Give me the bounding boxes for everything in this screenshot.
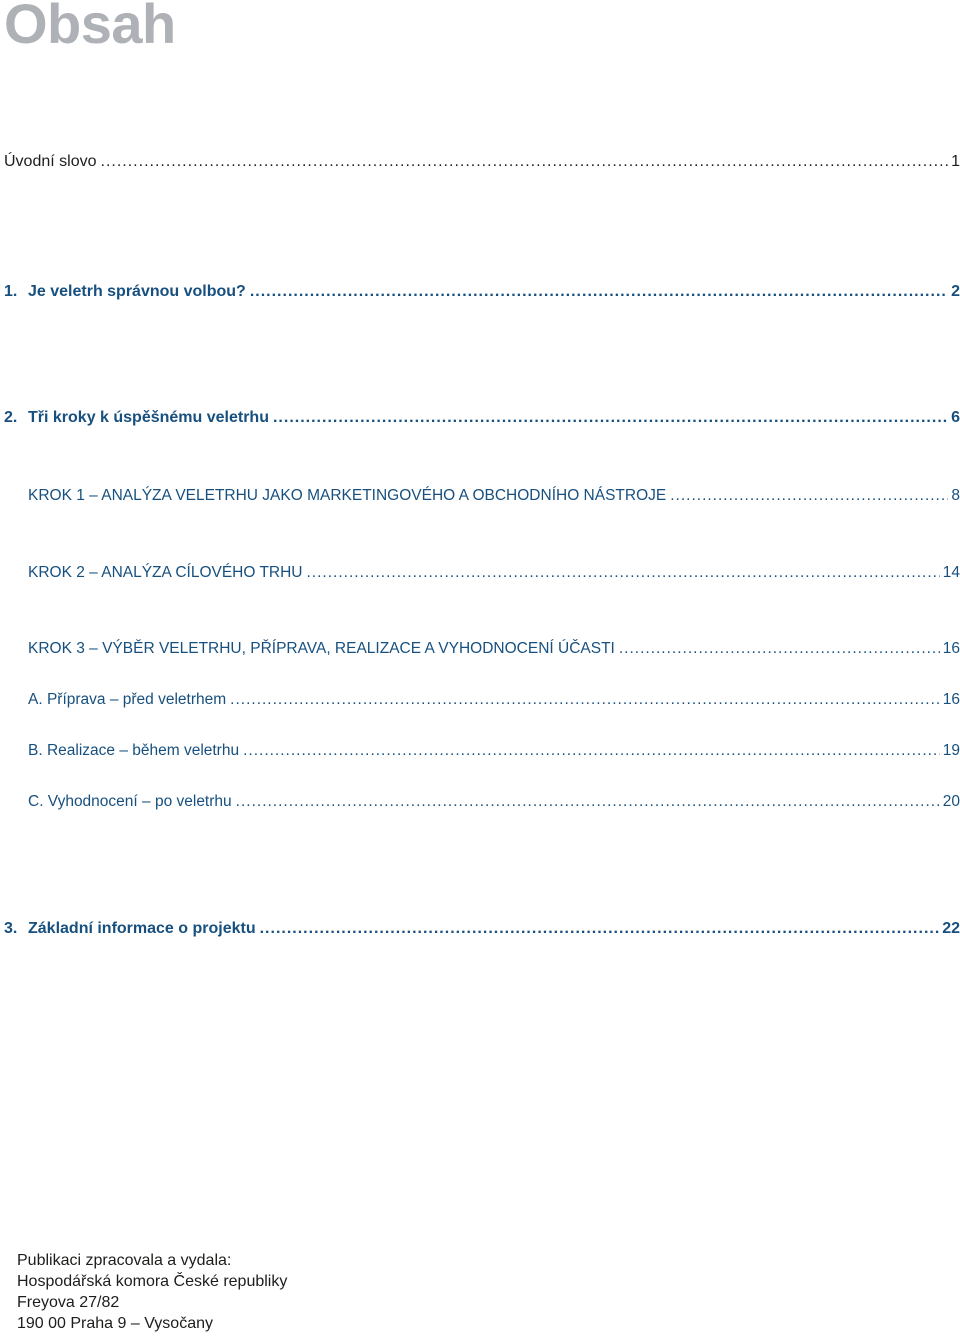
toc-entry-label: KROK 3 – VÝBĚR VELETRHU, PŘÍPRAVA, REALIZACE A VYHODNOCENÍ ÚČASTI bbox=[28, 640, 615, 657]
toc-entry-label: B. Realizace – během veletrhu bbox=[28, 742, 240, 759]
toc-dot-leader bbox=[250, 280, 948, 304]
toc-dot-leader bbox=[243, 739, 940, 763]
toc-entry-label: C. Vyhodnocení – po veletrhu bbox=[28, 793, 232, 810]
toc-page-number: 16 bbox=[942, 640, 960, 657]
toc-page-number: 22 bbox=[942, 920, 960, 937]
toc-page-number: 16 bbox=[942, 691, 960, 708]
toc-dot-leader bbox=[273, 406, 948, 430]
toc-entry-krok-2[interactable] bbox=[28, 561, 960, 585]
toc-entry-label bbox=[4, 406, 269, 430]
toc-dot-leader bbox=[307, 561, 940, 585]
toc-chapter-number: 1. bbox=[4, 283, 18, 300]
toc-dot-leader bbox=[670, 484, 948, 508]
toc-entry-priprava[interactable] bbox=[28, 688, 960, 712]
toc-chapter-title: Tři kroky k úspěšnému veletrhu bbox=[28, 409, 269, 426]
imprint-street: Freyova 27/82 bbox=[17, 1294, 120, 1311]
toc-entry-chapter-1[interactable] bbox=[4, 280, 960, 304]
toc-dot-leader bbox=[260, 917, 940, 941]
toc-chapter-number: 3. bbox=[4, 920, 18, 937]
toc-entry-label: A. Příprava – před veletrhem bbox=[28, 691, 227, 708]
publisher-imprint bbox=[17, 1250, 287, 1334]
imprint-publisher-name: Hospodářská komora České republiky bbox=[17, 1273, 288, 1290]
toc-entry-label: Úvodní slovo bbox=[4, 153, 97, 170]
toc-entry-intro[interactable] bbox=[4, 150, 960, 174]
toc-dot-leader bbox=[230, 688, 940, 712]
toc-chapter-title: Je veletrh správnou volbou? bbox=[28, 283, 246, 300]
toc-entry-label bbox=[4, 280, 246, 304]
imprint-line: Publikaci zpracovala a vydala: bbox=[17, 1252, 232, 1269]
toc-entry-label: KROK 1 – ANALÝZA VELETRHU JAKO MARKETINGOVÉHO A OBCHODNÍHO NÁSTROJE bbox=[28, 487, 667, 504]
toc-entry-chapter-2[interactable] bbox=[4, 406, 960, 430]
toc-page-number: 6 bbox=[951, 409, 960, 426]
page-title: Obsah bbox=[4, 0, 176, 55]
toc-entry-krok-3[interactable] bbox=[28, 637, 960, 661]
toc-dot-leader bbox=[236, 790, 940, 814]
toc-dot-leader bbox=[101, 150, 949, 174]
toc-chapter-title: Základní informace o projektu bbox=[28, 920, 256, 937]
toc-entry-chapter-3[interactable] bbox=[4, 917, 960, 941]
toc-entry-krok-1[interactable] bbox=[28, 484, 960, 508]
toc-page-number: 8 bbox=[951, 487, 960, 504]
toc-page-number: 2 bbox=[951, 283, 960, 300]
toc-entry-label bbox=[4, 917, 256, 941]
imprint-city: 190 00 Praha 9 – Vysočany bbox=[17, 1315, 213, 1332]
toc-entry-label: KROK 2 – ANALÝZA CÍLOVÉHO TRHU bbox=[28, 564, 303, 581]
toc-entry-realizace[interactable] bbox=[28, 739, 960, 763]
toc-chapter-number: 2. bbox=[4, 409, 18, 426]
toc-page-number: 14 bbox=[942, 564, 960, 581]
toc-page-number: 1 bbox=[951, 153, 960, 170]
toc-page-number: 19 bbox=[942, 742, 960, 759]
toc-dot-leader bbox=[619, 637, 940, 661]
toc-page-number: 20 bbox=[942, 793, 960, 810]
toc-entry-vyhodnoceni[interactable] bbox=[28, 790, 960, 814]
